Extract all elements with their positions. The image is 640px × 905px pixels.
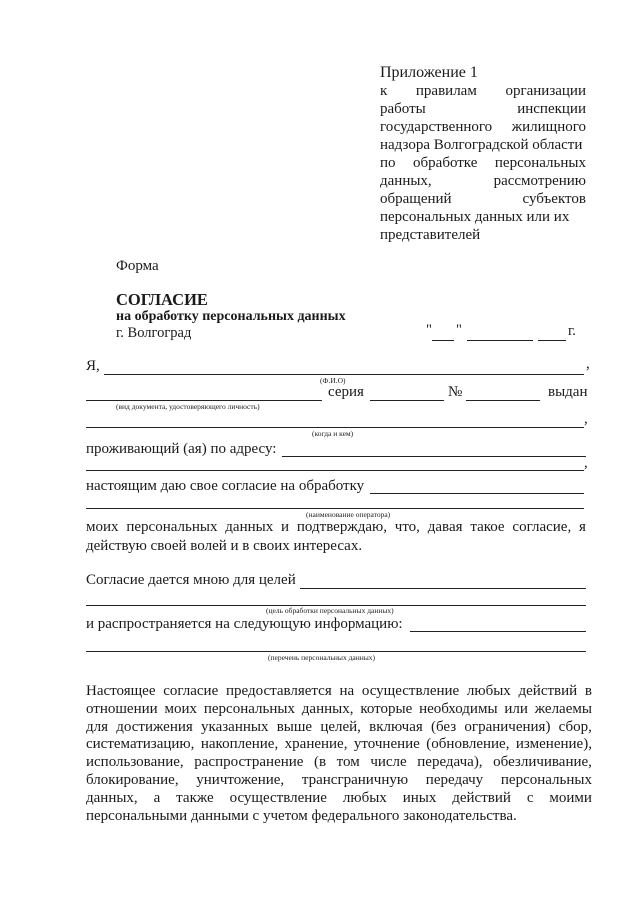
appendix-word: рассмотрению (493, 173, 586, 189)
operator-field-2[interactable] (86, 508, 584, 509)
date-year-field[interactable] (538, 340, 566, 341)
paragraph2-line (86, 808, 517, 825)
paragraph2-line (86, 772, 592, 789)
paragraph1-line (86, 538, 362, 555)
paragraph2-line (86, 790, 592, 807)
paragraph2-word: для (86, 718, 109, 735)
paragraph2-word: использование, (86, 754, 184, 771)
paragraph2-word: предоставляется (225, 683, 332, 699)
appendix-line (380, 173, 586, 190)
paragraph2-word: передачу (425, 772, 484, 788)
paragraph1-word: согласие, (512, 519, 572, 535)
date-month-field[interactable] (467, 340, 533, 341)
paragraph2-word: отношении (86, 700, 158, 717)
purposes-caption: (цель обработки персональных данных) (266, 606, 394, 615)
paragraph2-word: систематизацию, (86, 736, 195, 753)
paragraph1-word: и (281, 519, 290, 535)
document-subtitle: на обработку персональных данных (116, 309, 346, 324)
appendix-line (380, 101, 586, 118)
appendix-word: к (380, 83, 388, 99)
paragraph2-word: хранение, (284, 736, 348, 753)
paragraph2-word: накопление, (200, 736, 279, 753)
paragraph2-word: включая (369, 718, 423, 735)
paragraph2-word: числе (370, 754, 407, 771)
paragraph1-word: данных (225, 519, 274, 535)
appendix-line (380, 227, 480, 244)
paragraph2-line (86, 736, 592, 753)
paragraph2-word: уточнение (353, 736, 420, 753)
paragraph2-word: действий (518, 683, 578, 699)
paragraph2-word: персональных (203, 700, 295, 717)
paragraph2-word: (в (314, 754, 327, 771)
appendix-word: правилам (415, 83, 477, 99)
consent-label: настоящим даю свое согласие на обработку (86, 478, 365, 494)
paragraph2-word: которые (360, 700, 413, 717)
i-label: Я, (86, 358, 100, 374)
operator-field-1[interactable] (370, 493, 584, 494)
info-caption: (перечень персональных данных) (268, 653, 376, 662)
appendix-word: обработке (413, 155, 478, 171)
paragraph2-word: иных (402, 789, 437, 806)
address-comma: , (584, 455, 588, 471)
paragraph2-line (86, 701, 592, 718)
fio-caption: (Ф.И.О) (320, 376, 346, 385)
address-field-2[interactable] (86, 470, 584, 471)
appendix-word: инспекции (517, 101, 586, 117)
paragraph2-word: или (504, 700, 528, 717)
date-quote-open: " (426, 322, 432, 338)
purposes-field-1[interactable] (300, 588, 586, 589)
issued-caption: (когда и кем) (312, 429, 354, 438)
appendix-word: государственного (380, 119, 493, 135)
appendix-word: работы (380, 101, 426, 117)
paragraph2-word: действий (452, 789, 511, 806)
paragraph1-word: такое (470, 519, 505, 535)
number-label: № (448, 384, 463, 400)
paragraph1-word: подтверждаю, (296, 519, 387, 535)
paragraph2-word: на (339, 683, 355, 699)
appendix-word: персональных данных или их (380, 209, 570, 225)
date-quote-close: " (456, 322, 462, 338)
paragraph2-word: Настоящее (86, 683, 156, 699)
paragraph2-word: любых (342, 789, 387, 806)
paragraph1-word: персональных (126, 519, 218, 535)
year-suffix: г. (568, 323, 576, 339)
appendix-word: субъектов (522, 191, 586, 207)
appendix-line (380, 191, 586, 208)
paragraph1-word: что, (394, 519, 420, 535)
appendix-line (380, 155, 586, 172)
paragraph2-word: данных, (86, 789, 138, 806)
appendix-line (380, 83, 586, 100)
form-label: Форма (116, 258, 159, 274)
paragraph2-word: уничтожение, (196, 772, 285, 788)
info-label: и распространяется на следующую информацию: (86, 616, 403, 632)
date-day-field[interactable] (432, 340, 454, 341)
paragraph2-word: с (526, 789, 534, 806)
issued-field[interactable] (86, 427, 584, 428)
paragraph2-word: целей, (320, 718, 361, 735)
paragraph2-word: персональных (500, 772, 592, 788)
paragraph2-word: блокирование, (86, 772, 179, 788)
paragraph2-line (86, 683, 592, 700)
paragraph2-word: необходимы (419, 700, 498, 717)
appendix-line (380, 119, 586, 136)
appendix-line (380, 209, 569, 226)
paragraph2-word: обезличивание, (493, 754, 592, 771)
paragraph2-word: осуществление (361, 683, 460, 699)
paragraph1-word: я (579, 519, 586, 535)
paragraph2-word: любых (466, 683, 511, 699)
document-type-field[interactable] (86, 400, 322, 401)
paragraph2-word: трансграничную (301, 772, 409, 788)
paragraph2-word: передача), (417, 754, 483, 771)
paragraph2-word: моих (164, 700, 198, 717)
paragraph1-word: действую своей волей и в своих интересах. (86, 538, 363, 554)
paragraph2-word: указанных (201, 718, 269, 735)
city-label: г. Волгоград (116, 325, 192, 341)
issued-label: выдан (548, 384, 588, 400)
paragraph2-word: персональными данными с учетом федерального законодательства. (86, 807, 517, 824)
paragraph2-word: в (584, 683, 592, 699)
series-label: серия (328, 384, 364, 400)
paragraph2-word: ограничения) (464, 718, 551, 735)
paragraph2-word: согласие (163, 683, 219, 699)
appendix-word: данных, (380, 173, 432, 189)
paragraph2-word: выше (276, 718, 313, 735)
paragraph2-word: сбор, (558, 718, 592, 735)
appendix-word: персональных (494, 155, 586, 171)
paragraph2-line (86, 754, 592, 771)
paragraph2-word: (обновление, (426, 736, 510, 753)
purposes-label: Согласие дается мною для целей (86, 572, 296, 588)
paragraph2-word: осуществление (229, 789, 327, 806)
fio-comma: , (586, 356, 590, 372)
appendix-word: по (380, 155, 396, 171)
address-field-1[interactable] (282, 456, 586, 457)
paragraph2-word: распространение (194, 754, 304, 771)
series-field[interactable] (370, 400, 444, 401)
appendix-word: надзора Волгоградской области (380, 137, 583, 153)
appendix-word: жилищного (511, 119, 586, 135)
paragraph2-word: том (336, 754, 360, 771)
appendix-title: Приложение 1 (380, 64, 478, 81)
number-field[interactable] (466, 400, 540, 401)
paragraph1-word: давая (427, 519, 463, 535)
paragraph2-word: достижения (116, 718, 193, 735)
document-title: СОГЛАСИЕ (116, 290, 208, 309)
appendix-word: представителей (380, 227, 481, 243)
paragraph1-word: моих (86, 519, 119, 535)
appendix-word: обращений (380, 191, 452, 207)
paragraph2-word: изменение), (515, 736, 592, 753)
paragraph2-word: а (153, 789, 161, 806)
address-label: проживающий (ая) по адресу: (86, 441, 277, 457)
appendix-line (380, 137, 582, 154)
info-field-2[interactable] (86, 651, 586, 652)
paragraph2-word: данных, (301, 700, 354, 717)
paragraph2-word: также (176, 789, 214, 806)
appendix-word: организации (505, 83, 586, 99)
document-caption: (вид документа, удостоверяющего личность) (116, 402, 260, 411)
paragraph2-word: (без (430, 718, 457, 735)
paragraph1-line (86, 519, 586, 536)
operator-caption: (наименование оператора) (306, 510, 391, 519)
paragraph2-word: желаемы (534, 700, 592, 717)
paragraph2-line (86, 719, 592, 736)
issued-comma: , (584, 411, 588, 427)
fio-field[interactable] (104, 374, 584, 375)
paragraph2-word: моими (549, 789, 592, 806)
info-field-1[interactable] (410, 631, 586, 632)
